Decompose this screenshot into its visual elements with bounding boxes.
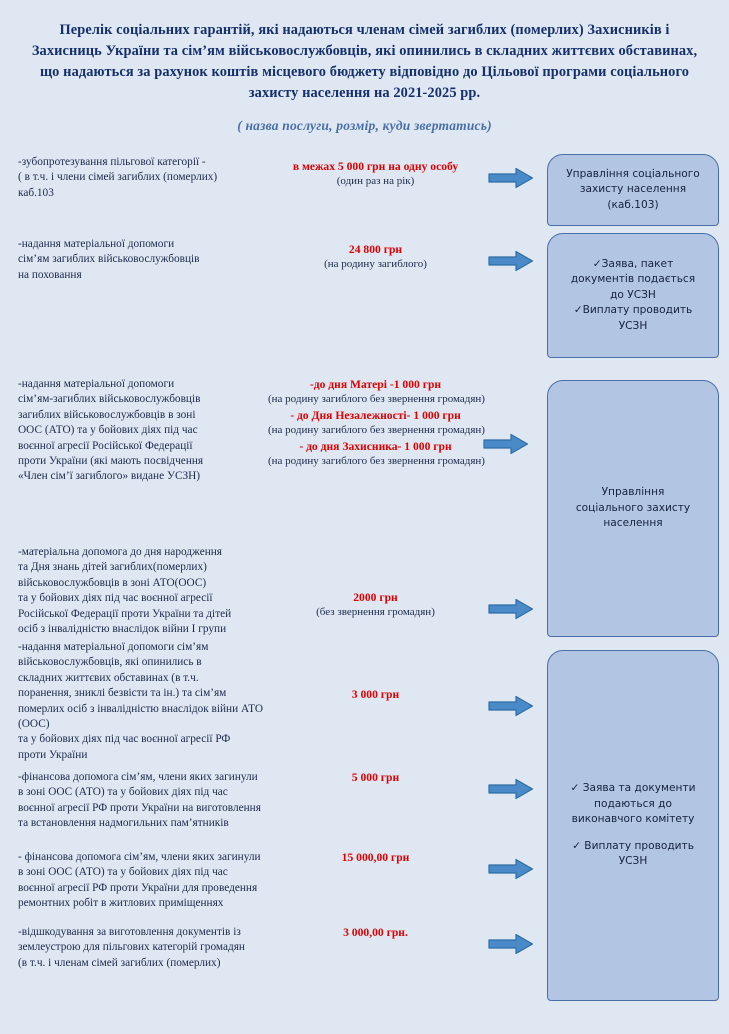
description-line: ООС (АТО) та у бойових діях під час bbox=[18, 424, 198, 437]
benefit-description bbox=[18, 850, 293, 912]
amount-group bbox=[268, 408, 483, 439]
description-line: -матеріальна допомога до дня народження bbox=[18, 546, 222, 558]
amount-group bbox=[268, 687, 483, 702]
benefit-amount bbox=[268, 242, 483, 273]
page-subtitle: ( назва послуги, розмір, куди звертатись) bbox=[237, 118, 492, 133]
benefit-description bbox=[18, 237, 293, 283]
right-arrow-icon bbox=[488, 250, 534, 272]
panel-line-spacer bbox=[558, 828, 708, 839]
description-line: сім’ям загиблих військовослужбовців bbox=[18, 253, 200, 266]
description-line: померлих осіб з інвалідністю внаслідок війни АТО (ООС) bbox=[18, 702, 264, 731]
authority-panels-column bbox=[547, 150, 719, 1034]
description-line: та у бойових діях під час воєнної агресії РФ bbox=[18, 733, 231, 746]
description-line: -надання матеріальної допомоги сім’ям bbox=[18, 641, 209, 653]
description-line: воєнної агресії РФ проти України на виготовлення bbox=[18, 801, 261, 814]
description-line: загиблих військовослужбовців в зоні bbox=[18, 408, 196, 421]
benefit-amount bbox=[268, 159, 483, 190]
panel-line: ✓Заява, пакет bbox=[592, 257, 674, 270]
panel-line: ✓ Заява та документи bbox=[570, 782, 696, 795]
panel-line: населення bbox=[603, 517, 663, 530]
amount-note: (на родину загиблого без звернення громадян) bbox=[268, 393, 485, 406]
description-line: військовослужбовців, які опинились в bbox=[18, 656, 202, 669]
panel-line: УСЗН bbox=[618, 319, 648, 332]
panel-line: УСЗН bbox=[618, 855, 648, 868]
amount-value: -до дня Матері -1 000 грн bbox=[309, 378, 442, 391]
amount-note: (на родину загиблого без звернення громадян) bbox=[268, 424, 485, 437]
description-line: ремонтних робіт в житлових приміщеннях bbox=[18, 897, 224, 910]
panel-uszn-department bbox=[547, 380, 719, 637]
description-line: воєнної агресії РФ проти України для проведення bbox=[18, 881, 258, 894]
panel-line: виконавчого комітету bbox=[571, 813, 695, 826]
panel-executive-committee bbox=[547, 650, 719, 1001]
amount-value: 3 000 грн bbox=[351, 688, 400, 701]
panel-line: до УСЗН bbox=[610, 288, 656, 301]
benefit-description bbox=[18, 925, 293, 971]
benefit-description bbox=[18, 377, 293, 485]
panel-line: Управління соціального bbox=[566, 167, 700, 180]
right-arrow-icon bbox=[488, 858, 534, 880]
benefit-amount bbox=[268, 590, 483, 621]
benefit-amount bbox=[268, 770, 483, 785]
benefit-description bbox=[18, 770, 293, 832]
panel-line: ✓ Виплату проводить bbox=[572, 839, 694, 852]
amount-value: в межах 5 000 грн на одну особу bbox=[292, 160, 459, 173]
description-line: -відшкодування за виготовлення документів із bbox=[18, 926, 241, 938]
description-line: осіб з інвалідністю внаслідок війни І групи bbox=[18, 623, 227, 636]
amount-group bbox=[268, 439, 483, 470]
panel-application-uszn bbox=[547, 233, 719, 358]
content-area bbox=[0, 150, 729, 1034]
header bbox=[0, 0, 729, 134]
description-line: -фінансова допомога сім’ям, члени яких загинули bbox=[18, 771, 258, 783]
panel-line: (каб.103) bbox=[607, 198, 659, 211]
panel-line: ✓Виплату проводить bbox=[573, 304, 693, 317]
description-line: «Член сім’ї загиблого» видане УСЗН) bbox=[18, 470, 201, 483]
panel-uszn-cab103 bbox=[547, 154, 719, 226]
description-line: ( в т.ч. і члени сімей загиблих (померлих) bbox=[18, 171, 218, 184]
description-line: (в т.ч. і членам сімей загиблих (померлих) bbox=[18, 956, 221, 969]
benefit-amount bbox=[268, 377, 483, 469]
right-arrow-icon bbox=[488, 167, 534, 189]
amount-note: (без звернення громадян) bbox=[316, 606, 435, 619]
description-line: в зоні ООС (АТО) та у бойових діях під час bbox=[18, 866, 228, 879]
page-title: Перелік соціальних гарантій, які надаються членам сімей загиблих (померлих) Захисників і Захисниць України та сім’ям військовослужбовців, які опинились в складних життєвих обставинах, що надаються за рахунок коштів місцевого бюджету відповідно до Цільової програми соціального захисту населення на 2021-2025 рр. bbox=[31, 22, 698, 101]
benefit-amount bbox=[268, 925, 483, 940]
description-line: землеустрою для пільгових категорій громадян bbox=[18, 941, 245, 954]
amount-group bbox=[268, 925, 483, 940]
benefit-amount bbox=[268, 687, 483, 702]
panel-text bbox=[558, 167, 708, 214]
description-line: -надання матеріальної допомоги bbox=[18, 238, 175, 250]
panel-text bbox=[558, 485, 708, 532]
description-line: -надання матеріальної допомоги bbox=[18, 378, 175, 390]
amount-value: 3 000,00 грн. bbox=[343, 926, 408, 939]
right-arrow-icon bbox=[483, 433, 529, 455]
right-arrow-icon bbox=[488, 778, 534, 800]
amount-value: 2000 грн bbox=[353, 591, 398, 604]
description-line: та у бойових діях під час воєнної агресії bbox=[18, 592, 213, 605]
description-line: - фінансова допомога сім’ям, члени яких загинули bbox=[18, 851, 261, 863]
description-line: Російської Федерації проти України та дітей bbox=[18, 607, 232, 620]
amount-value: - до Дня Незалежності- 1 000 грн bbox=[290, 408, 461, 422]
description-line: каб.103 bbox=[18, 186, 54, 199]
amount-group bbox=[268, 590, 483, 621]
panel-line: Управління bbox=[601, 486, 665, 499]
amount-value: 15 000,00 грн bbox=[341, 851, 410, 864]
amount-note: (на родину загиблого без звернення громадян) bbox=[268, 455, 485, 468]
panel-text bbox=[558, 257, 708, 335]
panel-line: подаються до bbox=[594, 797, 672, 810]
description-line: -зубопротезування пільгової категорії - bbox=[18, 156, 206, 168]
panel-line: документів подається bbox=[570, 273, 696, 286]
amount-group bbox=[268, 850, 483, 865]
description-line: та встановлення надмогильних пам’ятників bbox=[18, 817, 229, 830]
amount-group bbox=[268, 377, 483, 408]
right-arrow-icon bbox=[488, 598, 534, 620]
description-line: проти України (які мають посвідчення bbox=[18, 455, 204, 468]
panel-text bbox=[558, 781, 708, 870]
right-arrow-icon bbox=[488, 695, 534, 717]
amount-group bbox=[268, 242, 483, 273]
description-line: в зоні ООС (АТО) та у бойових діях під час bbox=[18, 786, 228, 799]
panel-line: захисту населення bbox=[579, 183, 687, 196]
amount-note: (один раз на рік) bbox=[336, 175, 415, 188]
description-line: та Дня знань дітей загиблих(померлих) bbox=[18, 561, 207, 574]
benefit-amount bbox=[268, 850, 483, 865]
description-line: воєнної агресії Російської Федерації bbox=[18, 439, 193, 452]
panel-line: соціального захисту bbox=[575, 501, 691, 514]
right-arrow-icon bbox=[488, 933, 534, 955]
description-line: поранення, зниклі безвісти та ін.) та сім’ям bbox=[18, 687, 227, 700]
amount-value: - до дня Захисника- 1 000 грн bbox=[299, 439, 452, 453]
amount-group bbox=[268, 770, 483, 785]
benefit-description bbox=[18, 155, 293, 201]
description-line: сім’ям-загиблих військовослужбовців bbox=[18, 393, 201, 406]
amount-note: (на родину загиблого) bbox=[324, 258, 427, 271]
description-line: складних життєвих обставинах (в т.ч. bbox=[18, 671, 199, 684]
amount-value: 24 800 грн bbox=[348, 243, 403, 256]
description-line: проти України bbox=[18, 748, 88, 761]
benefit-rows-column bbox=[0, 150, 540, 1034]
benefit-description bbox=[18, 545, 293, 637]
amount-value: 5 000 грн bbox=[351, 771, 400, 784]
benefit-description bbox=[18, 640, 293, 763]
description-line: на поховання bbox=[18, 268, 82, 281]
amount-group bbox=[268, 159, 483, 190]
description-line: військовослужбовців в зоні АТО(ООС) bbox=[18, 576, 207, 589]
